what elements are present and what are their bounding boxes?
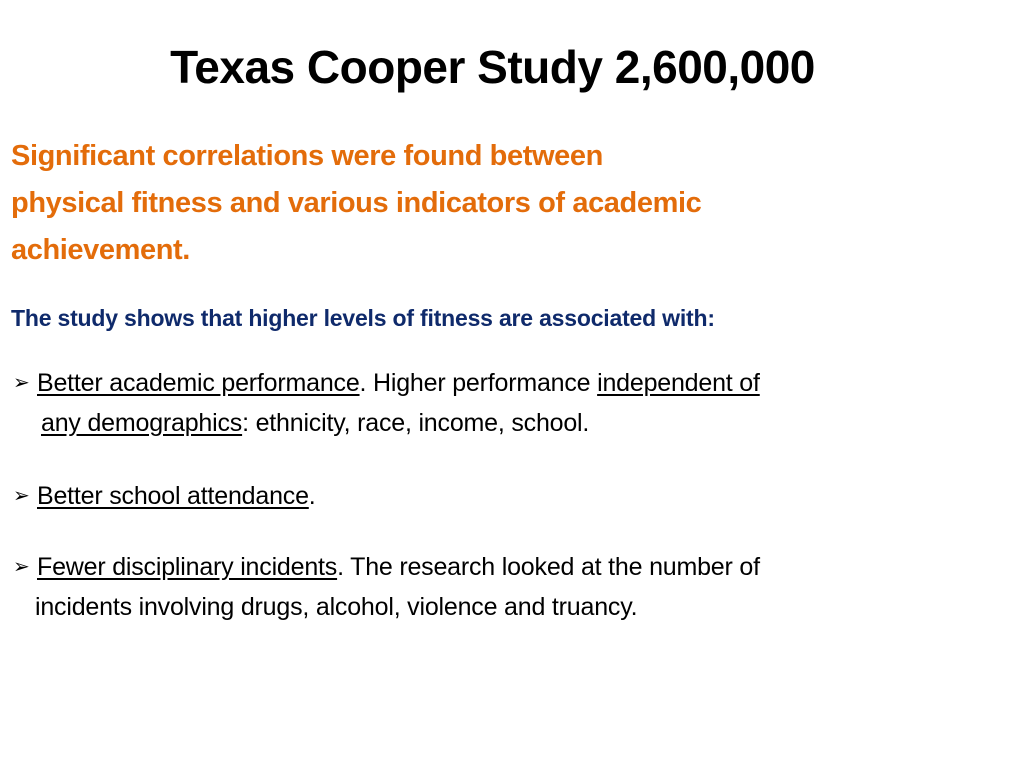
arrow-bullet-icon: ➢ (13, 556, 30, 578)
key-finding-line-2: physical fitness and various indicators of academic (11, 187, 702, 219)
bullet-school-attendance (13, 476, 316, 516)
key-finding-line-3: achievement. (11, 234, 190, 266)
bullet-text: . Higher performance (359, 369, 598, 397)
key-finding (11, 133, 1001, 274)
bullet-line (13, 547, 760, 587)
slide-title: Texas Cooper Study 2,600,000 (170, 41, 815, 93)
arrow-bullet-icon: ➢ (13, 485, 30, 507)
bullet-disciplinary-incidents (13, 547, 760, 627)
key-finding-line-1: Significant correlations were found between (11, 140, 603, 172)
bullet-label: Fewer disciplinary incidents (37, 553, 338, 581)
bullet-line (13, 363, 760, 403)
bullet-emphasis: any demographics (41, 409, 243, 437)
bullet-continuation-line (13, 587, 760, 627)
arrow-bullet-icon: ➢ (13, 372, 30, 394)
bullet-label: Better school attendance (37, 482, 309, 510)
lead-statement: The study shows that higher levels of fitness are associated with: (11, 305, 715, 331)
bullet-text: incidents involving drugs, alcohol, violence and truancy. (35, 593, 638, 621)
bullet-line (13, 476, 316, 516)
bullet-emphasis: independent of (597, 369, 760, 397)
bullet-text: . The research looked at the number of (337, 553, 760, 581)
bullet-academic-performance (13, 363, 760, 443)
bullet-label: Better academic performance (37, 369, 360, 397)
bullet-text: : ethnicity, race, income, school. (242, 409, 590, 437)
bullet-text: . (308, 482, 316, 510)
bullet-continuation-line (13, 403, 760, 443)
